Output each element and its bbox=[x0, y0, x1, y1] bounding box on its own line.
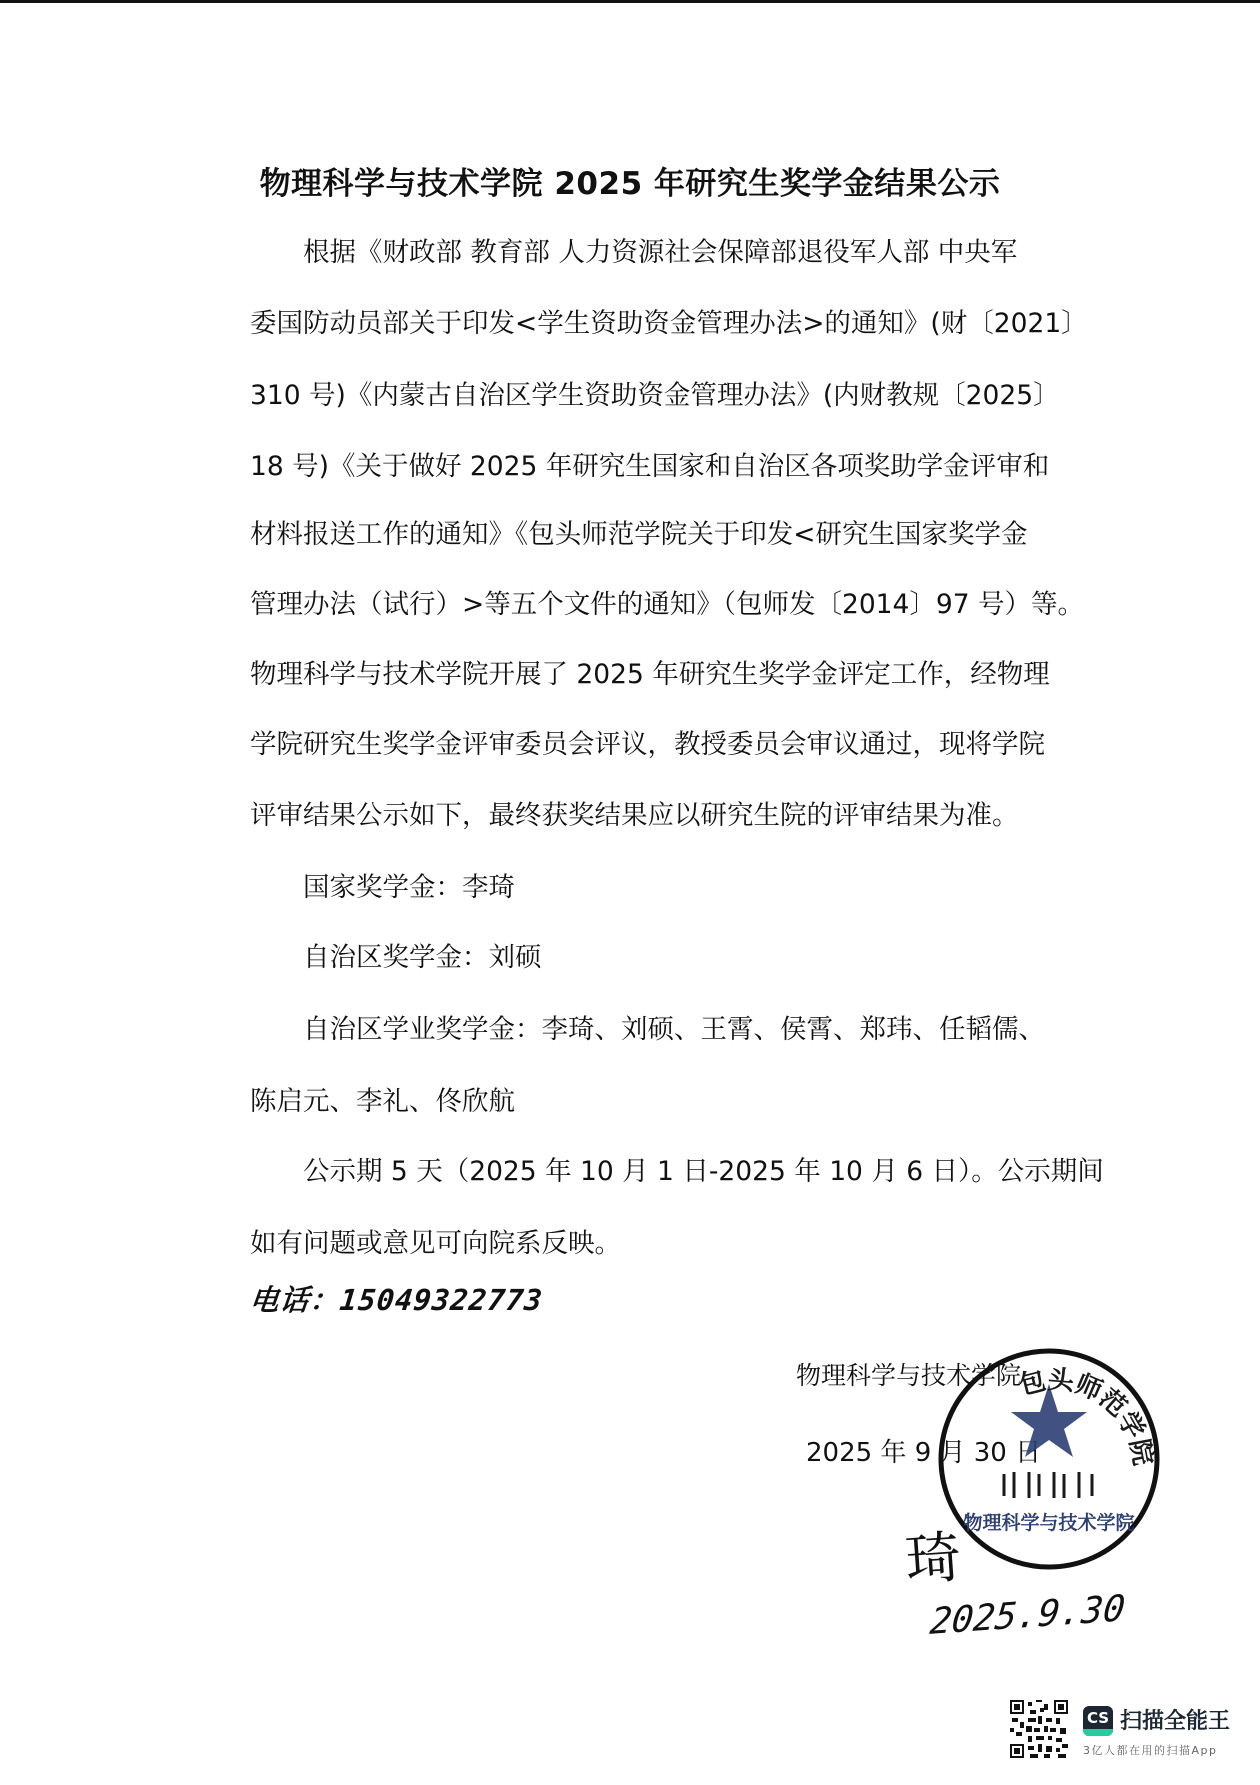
body-line: 评审结果公示如下，最终获奖结果应以研究生院的评审结果为准。 bbox=[250, 800, 1019, 831]
body-line: 物理科学与技术学院开展了 2025 年研究生奖学金评定工作，经物理 bbox=[250, 659, 1050, 690]
qr-code-icon bbox=[1010, 1700, 1068, 1758]
handwritten-date: 2025.9.30 bbox=[928, 1587, 1128, 1644]
signature-org: 物理科学与技术学院 bbox=[796, 1361, 1022, 1390]
camscanner-slogan: 3亿人都在用的扫描App bbox=[1083, 1744, 1218, 1757]
seal-top-text: 包头师范学院 bbox=[1016, 1365, 1158, 1468]
body-line: 委国防动员部关于印发<学生资助资金管理办法>的通知》(财〔2021〕 bbox=[250, 308, 1088, 339]
award-national: 国家奖学金：李琦 bbox=[303, 872, 515, 903]
handwritten-phone: 电话：15049322773 bbox=[248, 1283, 545, 1317]
document-title: 物理科学与技术学院 2025 年研究生奖学金结果公示 bbox=[259, 166, 1001, 202]
body-line: 18 号)《关于做好 2025 年研究生国家和自治区各项奖助学金评审和 bbox=[250, 451, 1050, 482]
body-line: 管理办法（试行）>等五个文件的通知》（包师发〔2014〕97 号）等。 bbox=[250, 589, 1085, 620]
body-line: 310 号)《内蒙古自治区学生资助资金管理办法》(内财教规〔2025〕 bbox=[250, 380, 1060, 411]
award-academic: 自治区学业奖学金：李琦、刘硕、王霄、侯霄、郑玮、任韬儒、 bbox=[303, 1014, 1045, 1045]
camscanner-watermark bbox=[1010, 1700, 1231, 1762]
camscanner-logo-accent bbox=[1083, 1729, 1113, 1736]
seal-bottom-text: 物理科学与技术学院 bbox=[963, 1512, 1135, 1534]
body-line: 根据《财政部 教育部 人力资源社会保障部退役军人部 中央军 bbox=[303, 237, 1018, 268]
body-line: 学院研究生奖学金评审委员会评议，教授委员会审议通过，现将学院 bbox=[250, 729, 1045, 760]
seal-mongolian-script bbox=[1004, 1472, 1092, 1498]
handwritten-signature: 琦 bbox=[903, 1525, 964, 1594]
award-academic-continued: 陈启元、李礼、佟欣航 bbox=[250, 1086, 515, 1117]
award-autonomous-region: 自治区奖学金：刘硕 bbox=[303, 942, 542, 973]
official-seal-stamp bbox=[934, 1344, 1164, 1574]
scan-top-border bbox=[0, 0, 1260, 3]
camscanner-logo-icon bbox=[1083, 1706, 1113, 1736]
notice-feedback: 如有问题或意见可向院系反映。 bbox=[250, 1228, 621, 1259]
notice-period: 公示期 5 天（2025 年 10 月 1 日-2025 年 10 月 6 日）。公示期间 bbox=[303, 1156, 1104, 1187]
camscanner-logo-text: CS bbox=[1086, 1709, 1110, 1727]
body-line: 材料报送工作的通知》《包头师范学院关于印发<研究生国家奖学金 bbox=[250, 519, 1028, 550]
camscanner-app-name: 扫描全能王 bbox=[1120, 1709, 1231, 1734]
signature-date: 2025 年 9 月 30 日 bbox=[806, 1438, 1042, 1468]
